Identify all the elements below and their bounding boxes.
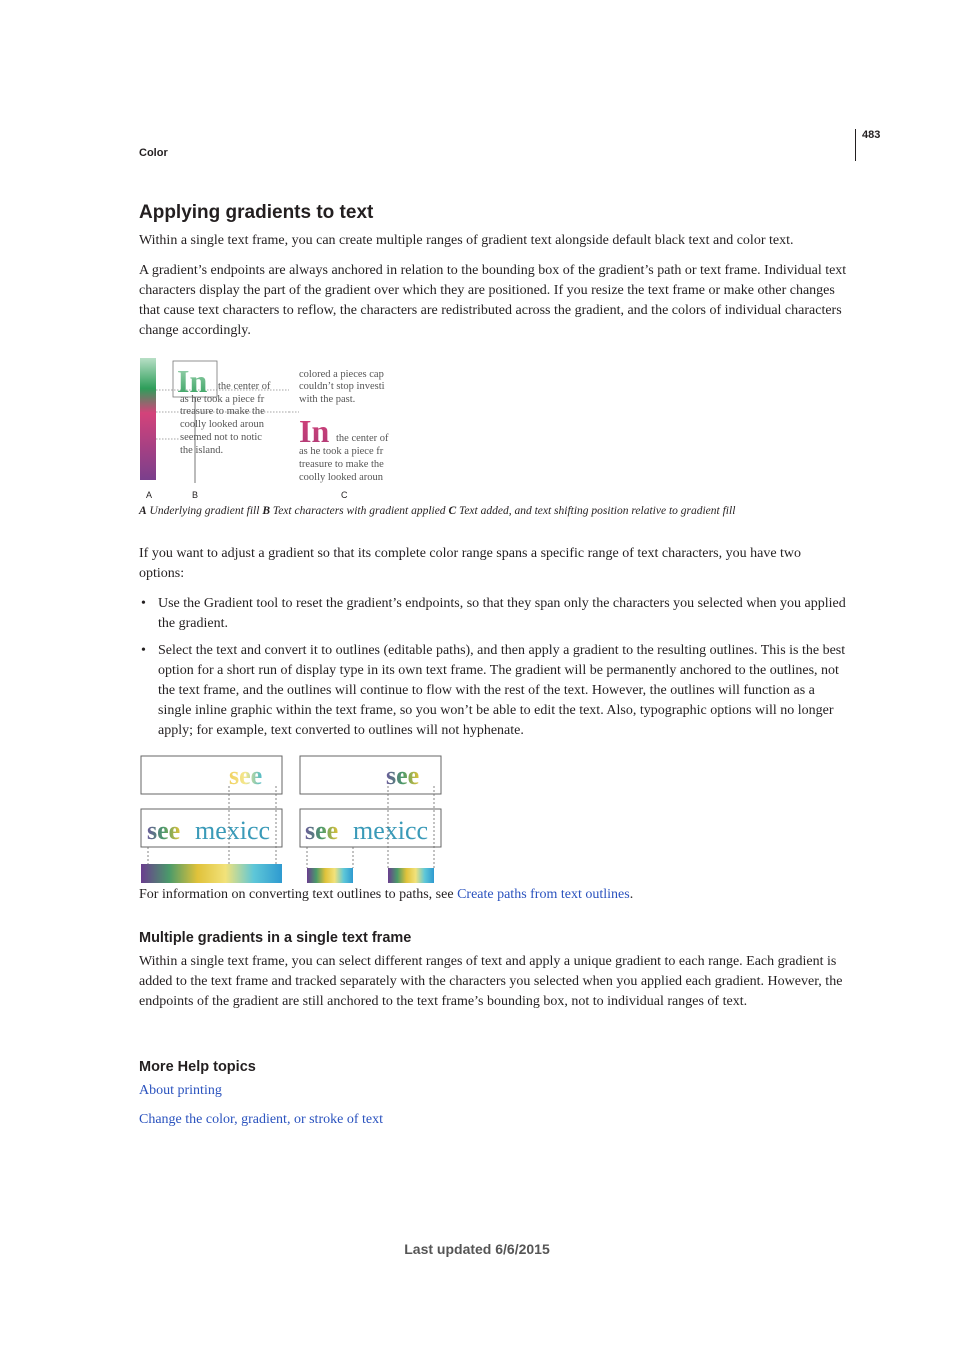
sample-b-line: treasure to make the bbox=[180, 406, 265, 417]
gradient-bar-right-1 bbox=[307, 868, 353, 883]
gradient-text-figure bbox=[139, 355, 409, 485]
sample-c-line: treasure to make the bbox=[299, 459, 384, 470]
intro-paragraph: Within a single text frame, you can create multiple ranges of gradient text alongside default black text and color text. bbox=[139, 233, 794, 248]
bullet-marker: • bbox=[141, 643, 146, 658]
page-number: 483 bbox=[862, 129, 881, 141]
figure-caption: A Underlying gradient fill B Text characters with gradient applied C Text added, and text shifting position relative to gradient fill bbox=[139, 505, 736, 517]
bullet-marker: • bbox=[141, 596, 146, 611]
subheading: Multiple gradients in a single text frame bbox=[139, 930, 412, 946]
sample-b-line: as he took a piece fr bbox=[180, 394, 265, 405]
sample-b-line: the center of bbox=[218, 381, 271, 392]
footer-updated: Last updated 6/6/2015 bbox=[404, 1241, 550, 1257]
sample-c-line: with the past. bbox=[299, 394, 356, 405]
header-rule bbox=[855, 129, 856, 161]
sample-c-line: as he took a piece fr bbox=[299, 446, 384, 457]
page-title: Applying gradients to text bbox=[139, 202, 374, 223]
change-color-link[interactable]: Change the color, gradient, or stroke of text bbox=[139, 1112, 383, 1127]
section-name: Color bbox=[139, 147, 168, 159]
more-help-link-row bbox=[139, 1081, 849, 1101]
mexico-word-right: mexicc bbox=[353, 816, 429, 845]
adjust-paragraph: If you want to adjust a gradient so that its complete color range spans a specific range of text characters, you have two options: bbox=[139, 546, 802, 581]
initial-in-green: In bbox=[177, 363, 208, 399]
multiple-gradients-paragraph: Within a single text frame, you can select different ranges of text and apply a unique gradient to each range. Each gradient is added to the text frame and tracked separately with the characters you selected when you applied each gradient. However, the endpoints of the gradient are still anchored to the text frame’s bounding box, not to individual ranges of text. bbox=[139, 954, 843, 1009]
about-printing-link[interactable]: About printing bbox=[139, 1083, 222, 1098]
outline-gradient-figure bbox=[139, 754, 445, 886]
more-help-link-row bbox=[139, 1110, 849, 1130]
see-word-top-right: see bbox=[386, 761, 420, 790]
endpoints-paragraph: A gradient’s endpoints are always anchored in relation to the bounding box of the gradient’s path or text frame. Individual text characters display the part of the gradient over which they are positioned. If you resize the text frame or make other changes that cause text characters to reflow, the characters are redistributed across the gradient, and the colors of individual characters change accordingly. bbox=[139, 263, 847, 338]
initial-in-magenta: In bbox=[299, 413, 330, 449]
mexico-word-left: mexicc bbox=[195, 816, 271, 845]
see-word-top-left: see bbox=[229, 761, 263, 790]
sample-b-line: seemed not to notic bbox=[180, 432, 262, 443]
figure-label-c: C bbox=[341, 490, 348, 500]
sample-c-line: the center of bbox=[336, 433, 389, 444]
sample-b-line: coolly looked aroun bbox=[180, 419, 264, 430]
bullet-item: Use the Gradient tool to reset the gradient’s endpoints, so that they span only the characters you selected when you applied the gradient. bbox=[158, 596, 846, 631]
sample-b-line: the island. bbox=[180, 445, 224, 456]
sample-c-line: couldn’t stop investi bbox=[299, 381, 385, 392]
gradient-bar-right-2 bbox=[388, 868, 434, 883]
gradient-fill-bar bbox=[140, 358, 156, 480]
outlines-info-paragraph: For information on converting text outlines to paths, see Create paths from text outlines. bbox=[139, 887, 634, 902]
more-help-heading: More Help topics bbox=[139, 1059, 256, 1075]
figure-label-a: A bbox=[146, 490, 153, 500]
sample-c-line: coolly looked aroun bbox=[299, 472, 383, 483]
create-paths-link[interactable]: Create paths from text outlines bbox=[457, 887, 630, 902]
gradient-bar-left bbox=[141, 864, 282, 883]
sample-c-line: colored a pieces cap bbox=[299, 369, 384, 380]
figure-label-b: B bbox=[192, 490, 199, 500]
bullet-item: Select the text and convert it to outlines (editable paths), and then apply a gradient to the resulting outlines. This is the best option for a short run of display type in its own text frame. The gradient will be permanently anchored to the outlines, not the text frame, and the outlines will continue to flow with the rest of the text. However, the outlines will function as a single inline graphic within the text frame, so you won’t be able to edit the text. Also, typographic options will no longer apply; for example, text converted to outlines will not hyphenate. bbox=[158, 643, 846, 738]
see-word-bottom-right: see bbox=[305, 816, 339, 845]
see-word-bottom-left: see bbox=[147, 816, 181, 845]
